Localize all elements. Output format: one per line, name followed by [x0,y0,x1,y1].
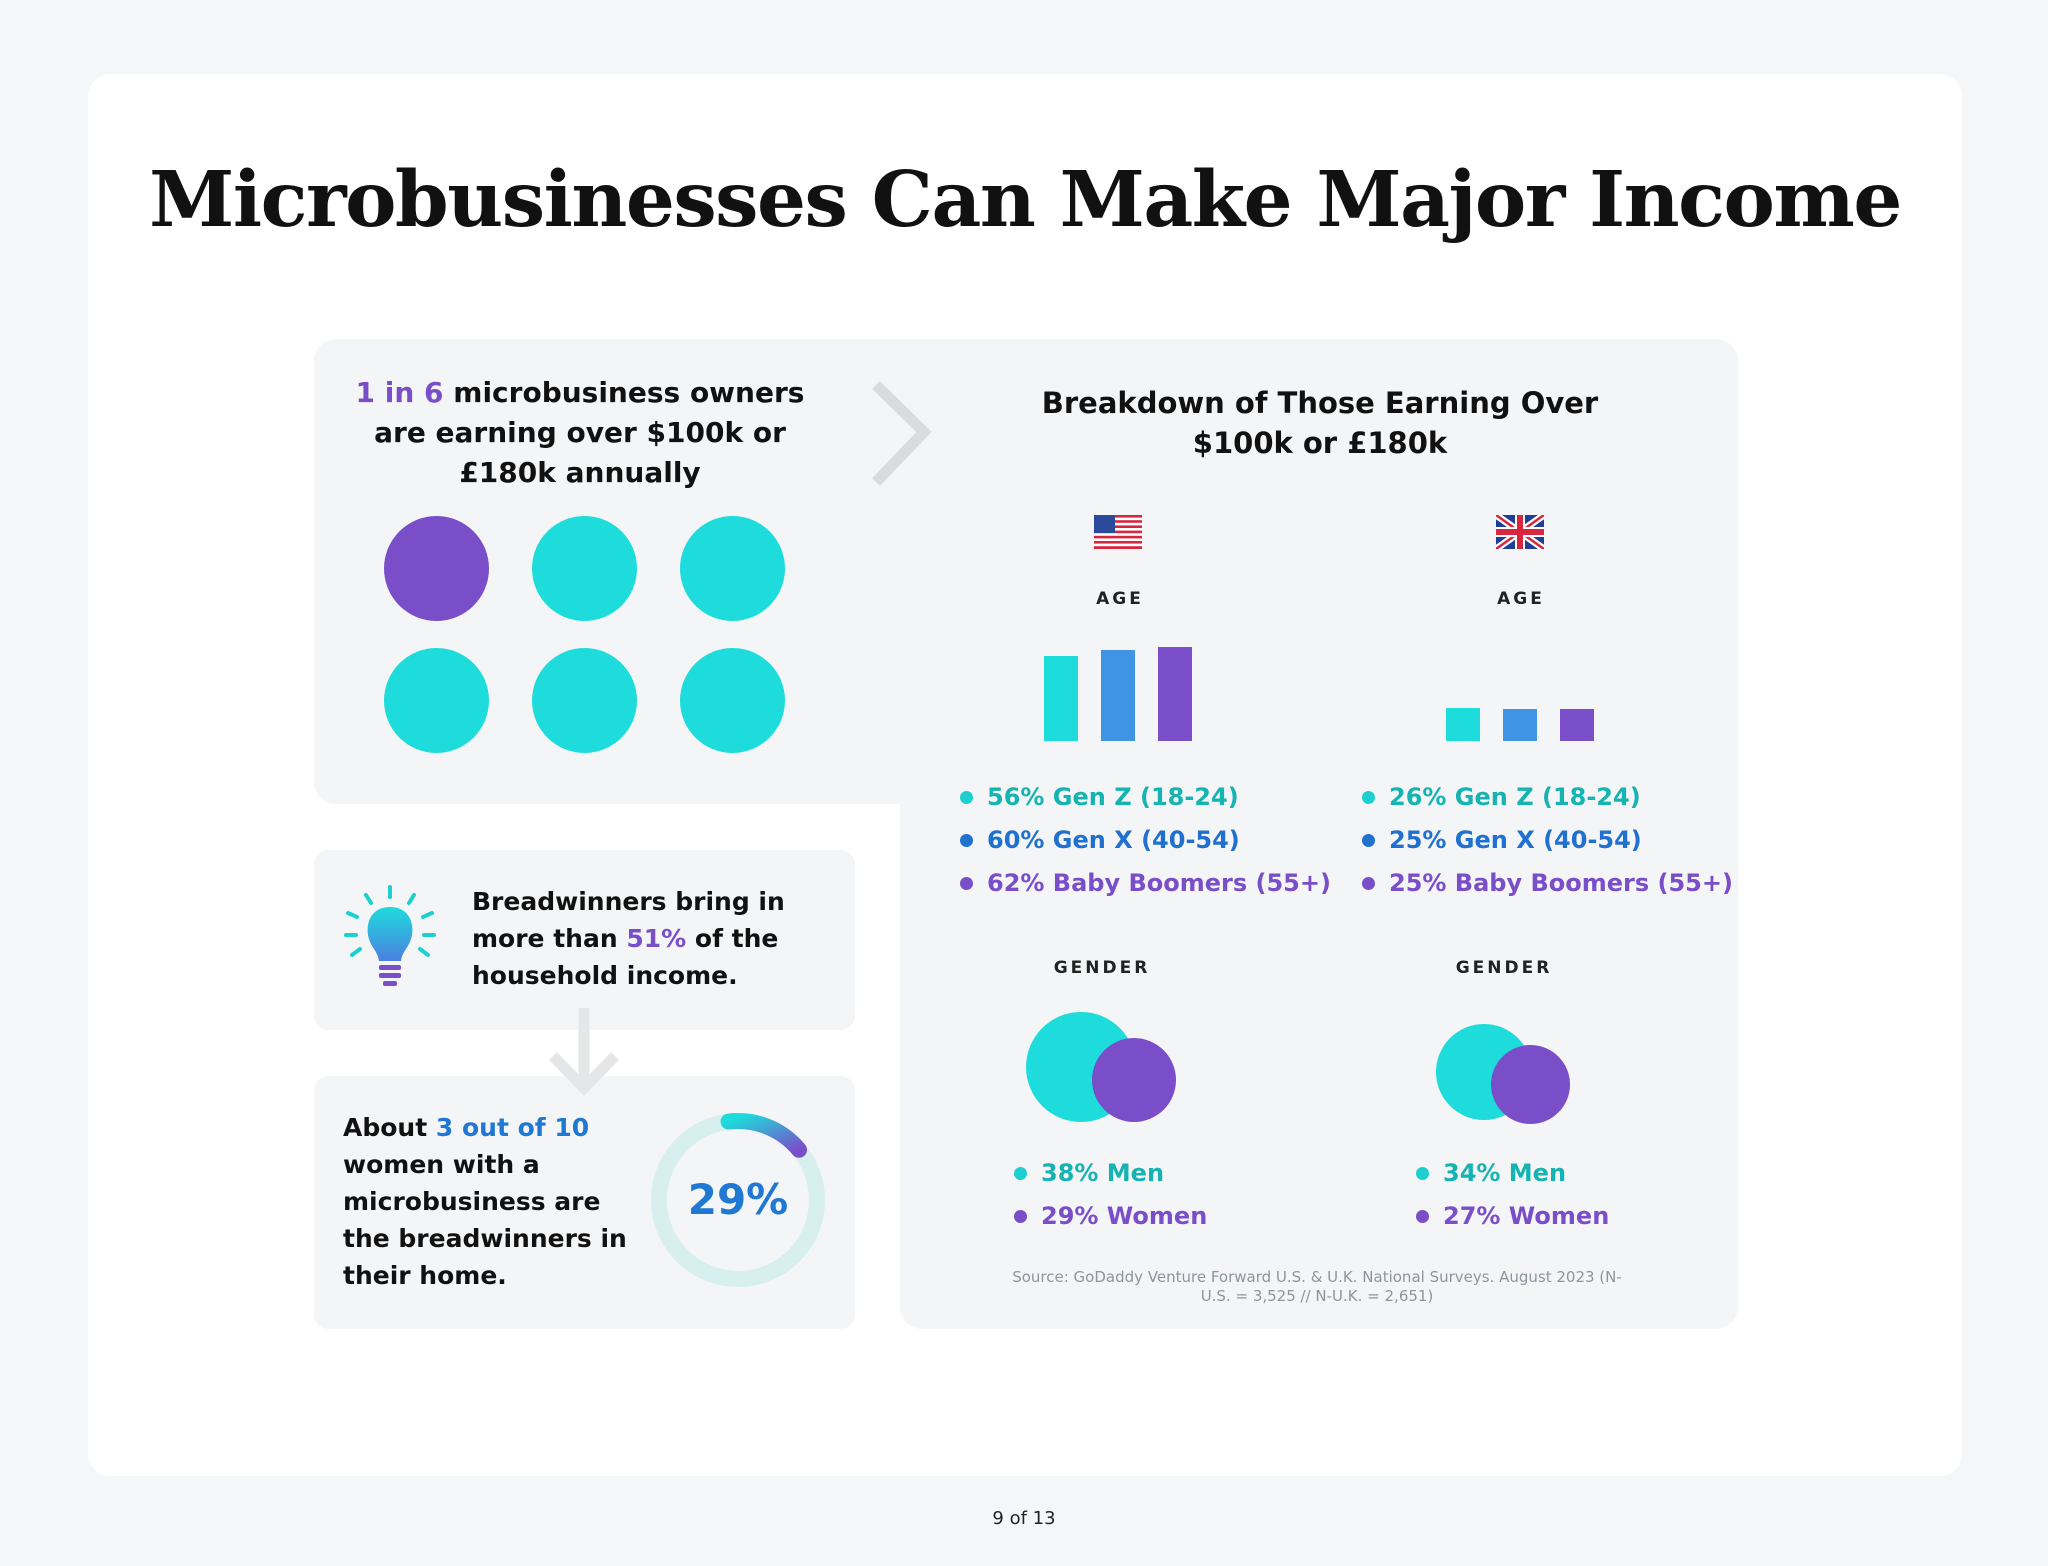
legend-label: 34% Men [1443,1159,1567,1187]
bar-gen-z-18-24 [1044,656,1078,741]
women-text-pre: About [343,1113,436,1142]
uk-gender-venn [1436,1024,1570,1124]
legend-label: 56% Gen Z (18-24) [987,783,1239,811]
legend-item [960,868,1331,911]
stat-body: microbusiness owners are earning over $100k or £180k annually [374,376,805,489]
owner-icon-grid [384,516,784,756]
lightbulb-icon [340,885,440,995]
legend-label: 62% Baby Boomers (55+) [987,869,1331,897]
breadwinners-text-post: of the household income. [472,924,779,990]
women-text [343,1109,633,1294]
legend-label: 38% Men [1041,1159,1165,1187]
legend-item [1362,868,1733,911]
legend-bullet [960,877,973,890]
legend-item [1014,1158,1207,1201]
legend-bullet [1362,791,1375,804]
legend-label: 60% Gen X (40-54) [987,826,1240,854]
owner-icon [384,648,489,753]
women-highlight: 3 out of 10 [435,1113,590,1142]
legend-bullet [1014,1167,1027,1180]
us-age-legend [960,782,1331,911]
stat-highlight: 1 in 6 [355,376,444,409]
us-flag-icon [1094,515,1142,549]
ring-label: 29% [687,1175,789,1224]
breadwinners-highlight: 51% [626,924,687,953]
bar-baby-boomers-55 [1158,647,1192,741]
ring-progress [729,1121,799,1150]
legend-label: 26% Gen Z (18-24) [1389,783,1641,811]
legend-label: 29% Women [1041,1202,1208,1230]
chevron-right-icon [866,380,936,490]
legend-item [1362,782,1733,825]
legend-bullet [1416,1167,1429,1180]
uk-age-caption: AGE [1497,589,1545,609]
legend-label: 25% Gen X (40-54) [1389,826,1642,854]
legend-bullet [1014,1210,1027,1223]
bar-gen-z-18-24 [1446,708,1480,741]
owner-icon [680,648,785,753]
page-number: 9 of 13 [992,1508,1056,1529]
uk-age-legend [1362,782,1733,911]
legend-item [1362,825,1733,868]
uk-gender-legend [1416,1158,1609,1244]
legend-bullet [1362,877,1375,890]
arrow-down-icon [548,1008,620,1100]
women-text-post: women with a microbusiness are the breadwinners in their home. [343,1150,627,1290]
uk-gender-caption: GENDER [1455,958,1553,978]
legend-bullet [960,791,973,804]
bar-gen-x-40-54 [1101,650,1135,741]
breadwinners-text-pre: Breadwinners bring in more than [472,887,785,953]
us-gender-legend [1014,1158,1207,1244]
owner-icon [532,648,637,753]
legend-item [1416,1158,1609,1201]
legend-bullet [1416,1210,1429,1223]
source-note: Source: GoDaddy Venture Forward U.S. & U.K. National Surveys. August 2023 (N-U.S. = 3,525 // N-U.K. = 2,651) [1012,1268,1622,1305]
us-age-caption: AGE [1096,589,1144,609]
legend-bullet [960,834,973,847]
bar-baby-boomers-55 [1560,709,1594,741]
legend-bullet [1362,834,1375,847]
legend-item [960,782,1331,825]
legend-label: 25% Baby Boomers (55+) [1389,869,1733,897]
owner-icon [532,516,637,621]
stat-text [340,373,820,493]
breadwinners-text [472,883,842,994]
legend-item [960,825,1331,868]
bar-gen-x-40-54 [1503,709,1537,741]
uk-flag-icon [1496,515,1544,549]
us-gender-venn [1026,1012,1176,1124]
page-title: Microbusinesses Can Make Major Income [149,155,1901,245]
us-gender-caption: GENDER [1053,958,1151,978]
venn-women [1491,1045,1570,1124]
owner-icon [680,516,785,621]
breakdown-title: Breakdown of Those Earning Over $100k or £180k [1041,386,1599,460]
venn-women [1092,1038,1176,1122]
legend-item [1416,1201,1609,1244]
owner-icon-highlighted [384,516,489,621]
legend-item [1014,1201,1207,1244]
legend-label: 27% Women [1443,1202,1610,1230]
women-percent-ring [648,1110,828,1290]
